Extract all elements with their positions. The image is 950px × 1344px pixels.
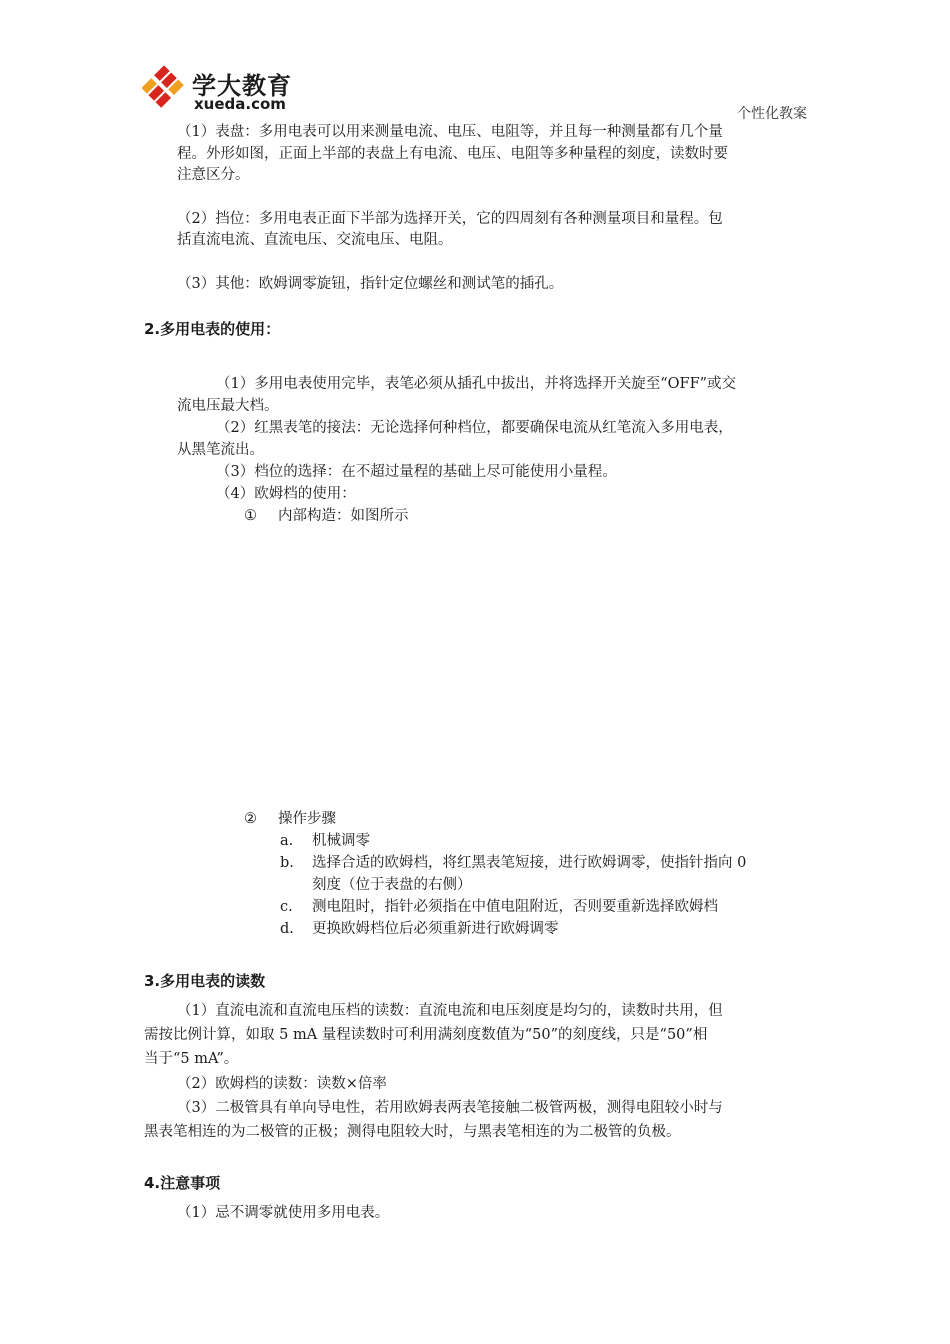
step-a-marker: a. bbox=[280, 833, 294, 849]
s2-p3-line1: （3）档位的选择：在不超过量程的基础上尽可能使用小量程。 bbox=[216, 464, 617, 480]
s1-p2-line1: （2）挡位：多用电表正面下半部为选择开关，它的四周刻有各种测量项目和量程。包 bbox=[177, 211, 723, 227]
s3-p3-line2: 黑表笔相连的为二极管的正极；测得电阻较大时，与黑表笔相连的为二极管的负极。 bbox=[144, 1124, 681, 1140]
sub2-marker: ② bbox=[244, 811, 257, 827]
s3-p2-line1: （2）欧姆档的读数：读数×倍率 bbox=[177, 1076, 387, 1092]
step-a-text: 机械调零 bbox=[312, 833, 370, 849]
section-4-heading: 4.注意事项 bbox=[144, 1174, 221, 1192]
s1-p1-line3: 注意区分。 bbox=[177, 167, 250, 183]
step-d-marker: d. bbox=[280, 921, 294, 937]
step-b-text-line1: 选择合适的欧姆档，将红黑表笔短接，进行欧姆调零，使指针指向 0 bbox=[312, 855, 747, 871]
xueda-logo-mark-icon bbox=[142, 64, 198, 112]
sub2-text: 操作步骤 bbox=[278, 811, 336, 827]
sub1-text: 内部构造：如图所示 bbox=[278, 508, 409, 524]
step-b-marker: b. bbox=[280, 855, 294, 871]
s1-p1-line2: 程。外形如图，正面上半部的表盘上有电流、电压、电阻等多种量程的刻度，读数时要 bbox=[177, 146, 728, 162]
s1-p2-line2: 括直流电流、直流电压、交流电压、电阻。 bbox=[177, 232, 453, 248]
xueda-logo bbox=[142, 64, 312, 114]
step-c-marker: c. bbox=[280, 899, 293, 915]
logo-domain: xueda.com bbox=[194, 95, 286, 113]
section-3-heading: 3.多用电表的读数 bbox=[144, 972, 266, 990]
s2-p2-line2: 从黑笔流出。 bbox=[177, 442, 264, 458]
step-c-text: 测电阻时，指针必须指在中值电阻附近，否则要重新选择欧姆档 bbox=[312, 899, 718, 915]
s1-p3-line1: （3）其他：欧姆调零旋钮，指针定位螺丝和测试笔的插孔。 bbox=[177, 276, 564, 292]
s4-p1-line1: （1）忌不调零就使用多用电表。 bbox=[177, 1205, 390, 1221]
s3-p1-line2: 需按比例计算，如取 5 mA 量程读数时可利用满刻度数值为“50”的刻度线，只是“50”相 bbox=[144, 1027, 708, 1043]
s3-p3-line1: （3）二极管具有单向导电性，若用欧姆表两表笔接触二极管两极，测得电阻较小时与 bbox=[177, 1100, 723, 1116]
step-d-text: 更换欧姆档位后必须重新进行欧姆调零 bbox=[312, 921, 559, 937]
section-2-heading: 2.多用电表的使用： bbox=[144, 320, 281, 338]
document-type-label: 个性化教案 bbox=[737, 106, 807, 122]
s2-p4-line1: （4）欧姆档的使用： bbox=[216, 486, 356, 502]
logo-chinese-name: 学大教育 bbox=[192, 72, 292, 100]
step-b-text-line2: 刻度（位于表盘的右侧） bbox=[312, 877, 472, 893]
sub1-marker: ① bbox=[244, 508, 257, 524]
s2-p2-line1: （2）红黑表笔的接法：无论选择何种档位，都要确保电流从红笔流入多用电表， bbox=[216, 420, 733, 436]
s2-p1-line1: （1）多用电表使用完毕，表笔必须从插孔中拔出，并将选择开关旋至“OFF”或交 bbox=[216, 376, 737, 392]
s3-p1-line3: 当于“5 mA”。 bbox=[144, 1051, 239, 1067]
s1-p1-line1: （1）表盘：多用电表可以用来测量电流、电压、电阻等，并且每一种测量都有几个量 bbox=[177, 124, 723, 140]
s2-p1-line2: 流电压最大档。 bbox=[177, 398, 279, 414]
s3-p1-line1: （1）直流电流和直流电压档的读数：直流电流和电压刻度是均匀的，读数时共用，但 bbox=[177, 1003, 723, 1019]
